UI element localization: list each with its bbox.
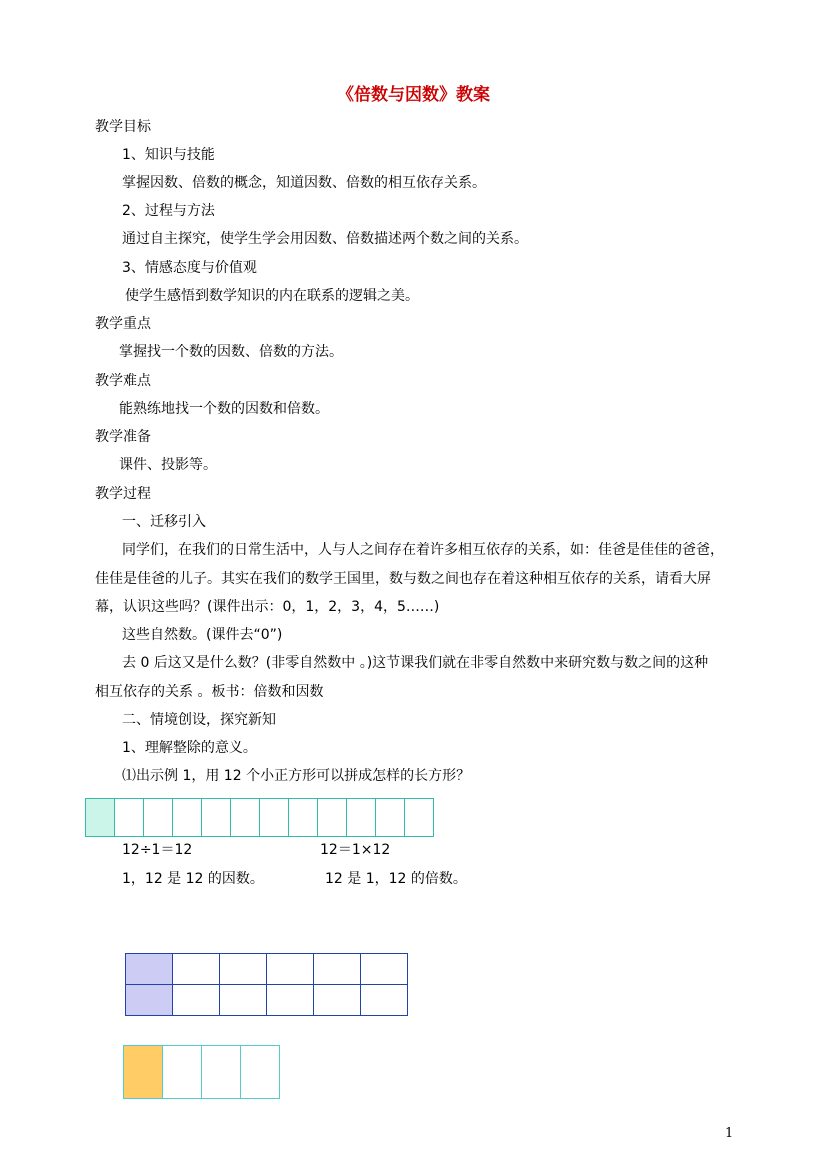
- grid-1x4: [123, 1045, 280, 1099]
- grid-cell: [144, 799, 173, 837]
- objective-3-text: 使学生感悟到数学知识的内在联系的逻辑之美。: [125, 288, 419, 304]
- grid-cell: [173, 799, 202, 837]
- statement-factors: 1，12 是 12 的因数。: [122, 871, 264, 887]
- grid-cell: [361, 954, 408, 985]
- statement-multiples: 12 是 1，12 的倍数。: [325, 871, 467, 887]
- grid-cell: [314, 954, 361, 985]
- page-number: 1: [725, 1126, 734, 1141]
- equation-multiplication: 12＝1×12: [320, 842, 391, 858]
- equation-division: 12÷1＝12: [122, 842, 193, 858]
- objective-3-heading: 3、情感态度与价值观: [122, 260, 257, 276]
- grid-cell: [267, 985, 314, 1016]
- grid-cell: [267, 954, 314, 985]
- grid-cell-highlighted: [124, 1046, 163, 1099]
- subsection-heading: 1、理解整除的意义。: [122, 740, 257, 756]
- grid-cell: [289, 799, 318, 837]
- grid-cell: [163, 1046, 202, 1099]
- section-heading-key-points: 教学重点: [95, 316, 151, 332]
- paragraph-line: 这些自然数。(课件去“0”): [122, 627, 283, 643]
- paragraph-line: 同学们，在我们的日常生活中，人与人之间存在着许多相互依存的关系，如：佳爸是佳佳的爸爸，: [122, 542, 724, 558]
- section-heading-objectives: 教学目标: [95, 119, 151, 135]
- grid-cell: [347, 799, 376, 837]
- grid-cell-highlighted: [126, 985, 173, 1016]
- grid-cell: [220, 954, 267, 985]
- process-step-1-heading: 一、迁移引入: [122, 514, 206, 530]
- key-points-text: 掌握找一个数的因数、倍数的方法。: [119, 344, 343, 360]
- process-step-2-heading: 二、情境创设，探究新知: [122, 712, 276, 728]
- grid-cell: [376, 799, 405, 837]
- paragraph-line: 佳佳是佳爸的儿子。其实在我们的数学王国里，数与数之间也存在着这种相互依存的关系，请看大屏: [95, 571, 711, 587]
- grid-cell: [260, 799, 289, 837]
- difficulties-text: 能熟练地找一个数的因数和倍数。: [119, 401, 329, 417]
- grid-cell: [115, 799, 144, 837]
- section-heading-preparation: 教学准备: [95, 429, 151, 445]
- grid-cell: [231, 799, 260, 837]
- objective-1-heading: 1、知识与技能: [122, 147, 215, 163]
- grid-cell: [220, 985, 267, 1016]
- grid-2x6: [125, 953, 408, 1016]
- paragraph-line: 幕，认识这些吗？(课件出示：0，1，2，3，4，5……): [95, 599, 440, 615]
- grid-cell: [314, 985, 361, 1016]
- grid-cell: [318, 799, 347, 837]
- preparation-text: 课件、投影等。: [119, 457, 217, 473]
- grid-cell: [202, 799, 231, 837]
- grid-cell-highlighted: [126, 954, 173, 985]
- objective-1-text: 掌握因数、倍数的概念，知道因数、倍数的相互依存关系。: [122, 175, 486, 191]
- example-prompt: ⑴出示例 1，用 12 个小正方形可以拼成怎样的长方形？: [122, 768, 471, 784]
- grid-cell: [173, 985, 220, 1016]
- paragraph-line: 相互依存的关系 。板书：倍数和因数: [95, 684, 324, 700]
- grid-cell: [405, 799, 434, 837]
- objective-2-text: 通过自主探究，使学生学会用因数、倍数描述两个数之间的关系。: [122, 231, 528, 247]
- grid-cell: [361, 985, 408, 1016]
- grid-cell: [241, 1046, 280, 1099]
- section-heading-difficulties: 教学难点: [95, 373, 151, 389]
- document-title: 《倍数与因数》教案: [337, 85, 490, 105]
- objective-2-heading: 2、过程与方法: [122, 203, 215, 219]
- grid-cell: [202, 1046, 241, 1099]
- grid-1x12: [85, 798, 434, 837]
- paragraph-line: 去 0 后这又是什么数？(非零自然数中 。)这节课我们就在非零自然数中来研究数与数之间的这种: [122, 655, 709, 671]
- section-heading-process: 教学过程: [95, 486, 151, 502]
- grid-cell: [173, 954, 220, 985]
- grid-cell-highlighted: [86, 799, 115, 837]
